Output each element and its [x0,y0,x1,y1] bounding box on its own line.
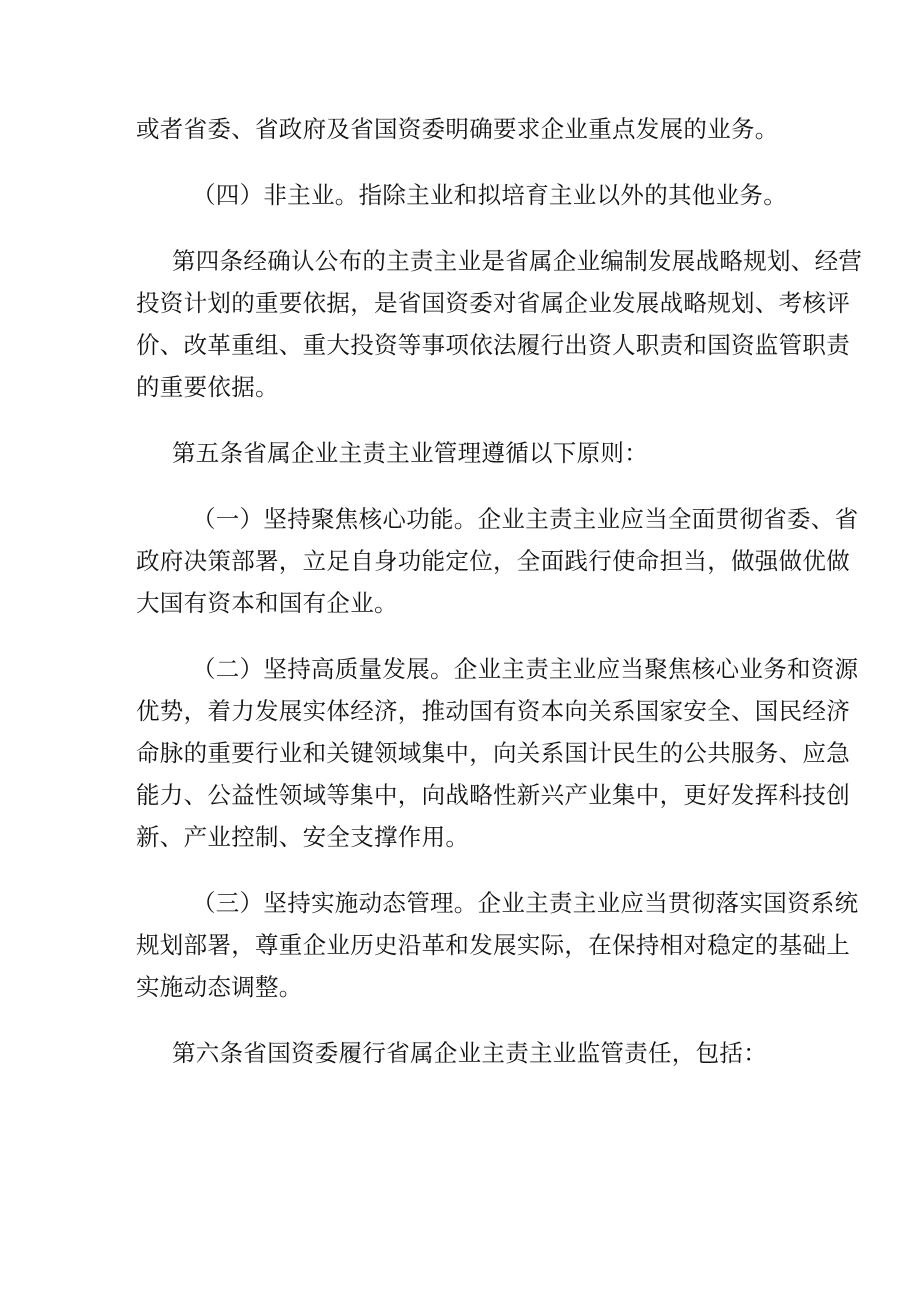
article-5 [136,432,790,474]
text-line: 实施动态调整。 [136,973,303,1001]
document-page [136,108,863,1098]
principle-2 [136,648,859,858]
text-line: （二）坚持高质量发展。企业主责主业应当聚焦核心业务和资源 [192,655,859,683]
text-line: 命脉的重要行业和关键领域集中，向关系国计民生的公共服务、应急 [136,739,850,767]
text-line: 能力、公益性领域等集中，向战略性新兴产业集中，更好发挥科技创 [136,781,850,809]
text-line: （四）非主业。指除主业和拟培育主业以外的其他业务。 [192,181,787,209]
text-line: 价、改革重组、重大投资等事项依法履行出资人职责和国资监管职责 [136,331,850,359]
paragraph-1 [136,108,790,150]
principle-3 [136,882,859,1008]
text-line: （三）坚持实施动态管理。企业主责主业应当贯彻落实国资系统 [192,889,859,917]
text-line: 规划部署，尊重企业历史沿革和发展实际，在保持相对稳定的基础上 [136,931,850,959]
text-line: 或者省委、省政府及省国资委明确要求企业重点发展的业务。 [136,115,779,143]
article-4 [136,240,863,408]
text-line: 新、产业控制、安全支撑作用。 [136,823,470,851]
text-line: 第六条省国资委履行省属企业主责主业监管责任，包括： [172,1039,767,1067]
text-line: 投资计划的重要依据，是省国资委对省属企业发展战略规划、考核评 [136,289,850,317]
text-line: 大国有资本和国有企业。 [136,589,398,617]
paragraph-2 [136,174,790,216]
text-line: 优势，着力发展实体经济，推动国有资本向关系国家安全、国民经济 [136,697,850,725]
text-line: 的重要依据。 [136,373,279,401]
principle-1 [136,498,859,624]
text-line: 第五条省属企业主责主业管理遵循以下原则： [172,439,648,467]
article-6 [136,1032,790,1074]
text-line: （一）坚持聚焦核心功能。企业主责主业应当全面贯彻省委、省 [192,505,859,533]
text-line: 第四条经确认公布的主责主业是省属企业编制发展战略规划、经营 [172,247,863,275]
text-line: 政府决策部署，立足自身功能定位，全面践行使命担当，做强做优做 [136,547,850,575]
